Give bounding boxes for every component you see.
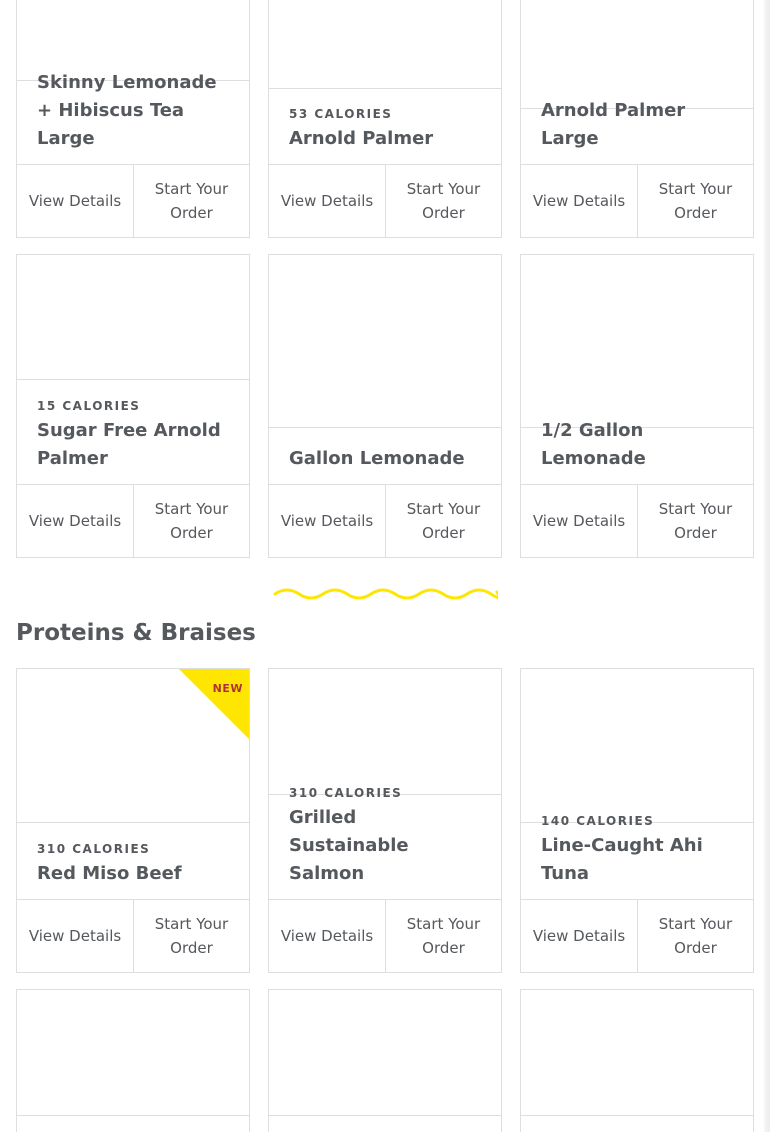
view-details-button[interactable]: View Details (280, 512, 374, 530)
menu-item-calories: 310 CALORIES (37, 842, 151, 856)
menu-item-name[interactable]: Red Miso Beef (37, 863, 182, 884)
menu-item-image[interactable] (269, 669, 501, 795)
menu-card[interactable] (520, 254, 754, 558)
view-details-button[interactable]: View Details (532, 927, 626, 945)
menu-card[interactable] (520, 668, 754, 973)
menu-item-image[interactable] (269, 255, 501, 428)
menu-card[interactable] (268, 989, 502, 1132)
menu-item-image[interactable] (521, 0, 753, 109)
start-order-button[interactable]: Start Your Order (385, 485, 501, 557)
menu-item-name[interactable]: Grilled Sustainable Salmon (289, 807, 409, 884)
menu-card[interactable] (16, 989, 250, 1132)
new-badge-label: NEW (212, 682, 243, 695)
menu-card[interactable] (16, 0, 250, 238)
menu-card[interactable] (268, 0, 502, 238)
menu-item-name[interactable]: Skinny Lemonade + Hibiscus Tea Large (37, 72, 217, 149)
new-badge (179, 669, 249, 739)
menu-item-image[interactable] (269, 990, 501, 1116)
view-details-button[interactable]: View Details (28, 192, 122, 210)
view-details-button[interactable]: View Details (532, 192, 626, 210)
start-order-button[interactable]: Start Your Order (133, 900, 249, 972)
start-order-button[interactable]: Start Your Order (637, 900, 753, 972)
view-details-button[interactable]: View Details (280, 192, 374, 210)
start-order-button[interactable]: Start Your Order (133, 485, 249, 557)
start-order-button[interactable]: Start Your Order (637, 165, 753, 237)
view-details-button[interactable]: View Details (28, 512, 122, 530)
view-details-button[interactable]: View Details (280, 927, 374, 945)
menu-card[interactable] (520, 989, 754, 1132)
wavy-divider (273, 586, 498, 602)
section-title: Proteins & Braises (16, 620, 256, 646)
menu-card[interactable] (16, 254, 250, 558)
menu-item-calories: 140 CALORIES (541, 814, 655, 828)
start-order-button[interactable]: Start Your Order (637, 485, 753, 557)
menu-card[interactable] (520, 0, 754, 238)
start-order-button[interactable]: Start Your Order (385, 165, 501, 237)
menu-item-image[interactable] (17, 255, 249, 380)
menu-item-image[interactable] (269, 0, 501, 89)
view-details-button[interactable]: View Details (532, 512, 626, 530)
menu-card[interactable] (268, 668, 502, 973)
menu-item-image[interactable] (521, 990, 753, 1116)
menu-item-calories: 15 CALORIES (37, 399, 141, 413)
menu-card[interactable] (268, 254, 502, 558)
menu-item-image[interactable] (521, 255, 753, 428)
menu-item-calories: 53 CALORIES (289, 107, 393, 121)
menu-item-image[interactable] (17, 990, 249, 1116)
menu-item-name[interactable]: Arnold Palmer Large (541, 100, 686, 149)
menu-item-calories: 310 CALORIES (289, 786, 403, 800)
view-details-button[interactable]: View Details (28, 927, 122, 945)
menu-card[interactable] (16, 668, 250, 973)
menu-item-name[interactable]: Gallon Lemonade (289, 448, 465, 469)
menu-item-name[interactable]: Arnold Palmer (289, 128, 434, 149)
menu-item-name[interactable]: Line-Caught Ahi Tuna (541, 835, 703, 884)
menu-item-name[interactable]: Sugar Free Arnold Palmer (37, 420, 221, 469)
menu-item-image[interactable] (521, 669, 753, 823)
start-order-button[interactable]: Start Your Order (385, 900, 501, 972)
start-order-button[interactable]: Start Your Order (133, 165, 249, 237)
scrollbar[interactable] (764, 0, 770, 1132)
menu-item-name[interactable]: 1/2 Gallon Lemonade (541, 420, 646, 469)
